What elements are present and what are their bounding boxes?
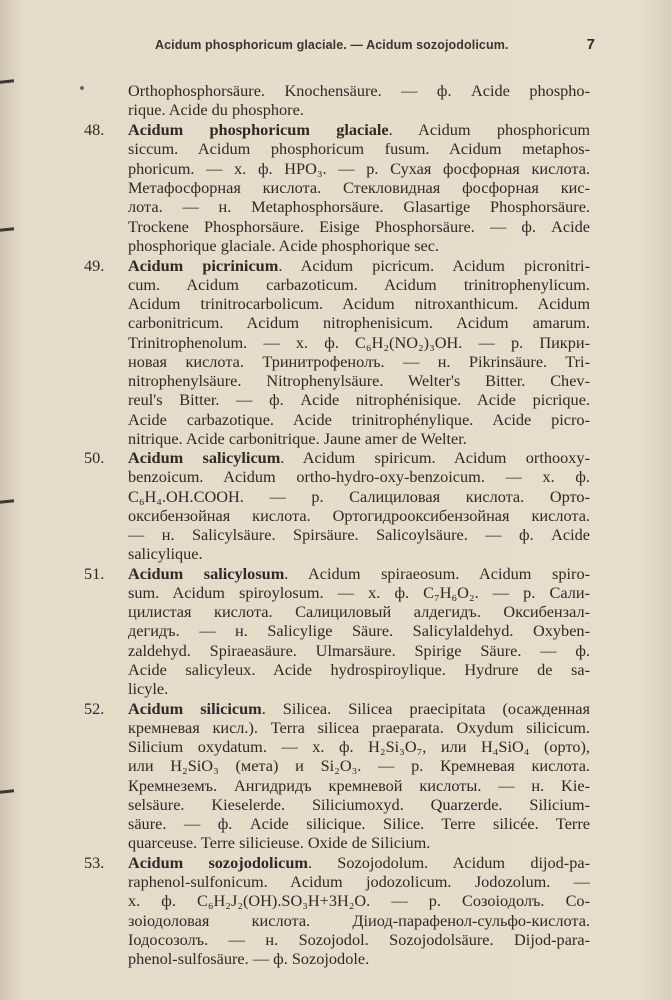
text-line: Trinitrophenolum. — х. ф. C₆H₂(NO₂)₃OH. — р. Пикри- [128, 333, 590, 352]
text-line: дегидъ. — н. Salicylige Säure. Salicylaldehyd. Oxyben- [128, 621, 590, 640]
entry-number: 48. [84, 120, 105, 139]
text-line: selsäure. Kieselerde. Siliciumoxyd. Quarzerde. Silicium- [128, 795, 590, 814]
text-line: Orthophosphorsäure. Knochensäure. — ф. Acide phospho- [128, 81, 590, 100]
entry-first-line [128, 120, 590, 139]
entry-headword: Acidum phosphoricum glaciale [128, 120, 389, 139]
text-line: siccum. Acidum phosphoricum fusum. Acidum metaphos- [128, 139, 590, 158]
text-line: benzoicum. Acidum ortho-hydro-oxy-benzoicum. — х. ф. [128, 467, 590, 486]
text-line: phoricum. — х. ф. HPO₃. — р. Сухая фосфорная кислота. [128, 159, 590, 178]
text-line: Метафосфорная кислота. Стекловидная фосфорная кис- [128, 178, 590, 197]
text-line: оксибензойная кислота. Ортогидрооксибензойная кислота. [128, 506, 590, 525]
text-line: raphenol-sulfonicum. Acidum jodozolicum. Jodozolum. — [128, 872, 590, 891]
text-line: nitrophenylsäure. Nitrophenylsäure. Welter's Bitter. Chev- [128, 371, 590, 390]
text-line: phosphorique glaciale. Acide phosphorique sec. [128, 236, 440, 255]
text-line: rique. Acide du phosphore. [128, 100, 304, 119]
entry-first-rest: . Acidum spiraeosum. Acidum spiro- [284, 564, 590, 583]
text-line: цилистая кислота. Салициловый алдегидъ. Оксибензал- [128, 602, 590, 621]
entry-headword: Acidum salicylosum [128, 564, 285, 583]
page-number: 7 [586, 36, 595, 53]
entry-number: 51. [84, 564, 105, 583]
text-line: Іодосозолъ. — н. Sozojodol. Sozojodolsäure. Dijod-para- [128, 930, 590, 949]
text-line: säure. — ф. Acide silicique. Silice. Terre silicée. Terre [128, 814, 590, 833]
text-line: carbonitricum. Acidum nitrophenisicum. Acidum amarum. [128, 313, 590, 332]
entry-first-line [128, 853, 590, 872]
text-line: cum. Acidum carbazoticum. Acidum trinitrophenylicum. [128, 275, 590, 294]
entry-first-rest: . Sozojodolum. Acidum dijod-pa- [307, 853, 590, 872]
entry-first-rest: . Acidum picricum. Acidum picronitri- [278, 256, 590, 275]
text-line: C₆H₄.OH.COOH. — р. Салициловая кислота. Орто- [128, 487, 590, 506]
text-line: reul's Bitter. — ф. Acide nitrophénisique. Acide picrique. [128, 390, 590, 409]
entry-first-line [128, 256, 590, 275]
entry-first-line [128, 699, 590, 718]
running-title: Acidum phosphoricum glaciale. — Acidum sozojodolicum. [155, 38, 509, 52]
text-line: Acide salicyleux. Acide hydrospiroylique. Hydrure de sa- [128, 660, 590, 679]
text-line: Acide carbazotique. Acide trinitrophénylique. Acide picro- [128, 410, 590, 429]
entry-first-line [128, 564, 590, 583]
text-line: Кремнеземъ. Ангидридъ кремневой кислоты. — н. Kie- [128, 776, 590, 795]
entry-first-rest: . Silicea. Silicea praecipitata (осажденная [261, 699, 590, 718]
text-line: sum. Acidum spiroylosum. — х. ф. C₇H₆O₂. — р. Сали- [128, 583, 590, 602]
text-line: — н. Salicylsäure. Spirsäure. Salicoylsäure. — ф. Acide [128, 525, 590, 544]
text-line: Trockene Phosphorsäure. Eisige Phosphorsäure. — ф. Acide [128, 217, 590, 236]
entry-first-line [128, 448, 590, 467]
text-line: х. ф. C₆H₂J₂(OH).SO₃H+3H₂O. — р. Созоіодолъ. Со- [128, 891, 590, 910]
entry-headword: Acidum salicylicum [128, 448, 281, 467]
entry-first-rest: . Acidum spiricum. Acidum orthooxy- [280, 448, 590, 467]
text-line: nitrique. Acide carbonitrique. Jaune amer de Welter. [128, 429, 467, 448]
text-line: licyle. [128, 679, 169, 698]
entry-number: 53. [84, 853, 105, 872]
entry-headword: Acidum picrinicum [128, 256, 279, 275]
text-line: зоіодоловая кислота. Діиод-парафенол-сульфо-кислота. [128, 911, 590, 930]
entry-headword: Acidum sozojodolicum [128, 853, 308, 872]
text-line: новая кислота. Тринитрофенолъ. — н. Pikrinsäure. Tri- [128, 352, 590, 371]
text-line: кремневая кисл.). Terra silicea praeparata. Oxydum silicicum. [128, 718, 590, 737]
entry-number: 50. [84, 448, 105, 467]
text-line: Acidum trinitrocarbolicum. Acidum nitroxanthicum. Acidum [128, 294, 590, 313]
text-line: лота. — н. Metaphosphorsäure. Glasartige Phosphorsäure. [128, 197, 590, 216]
entry-first-rest: . Acidum phosphoricum [388, 120, 590, 139]
text-line: phenol-sulfosäure. — ф. Sozojodole. [128, 949, 370, 968]
text-line: salicylique. [128, 544, 203, 563]
text-line: или H₂SiO₃ (мета) и Si₂O₃. — р. Кремневая кислота. [128, 756, 590, 775]
text-line: zaldehyd. Spiraeasäure. Ulmarsäure. Spirige Säure. — ф. [128, 641, 590, 660]
entry-headword: Acidum silicicum [128, 699, 262, 718]
text-line: Silicium oxydatum. — х. ф. H₂Si₃O₇, или H₄SiO₄ (орто), [128, 737, 590, 756]
entry-number: 49. [84, 256, 105, 275]
text-line: quarceuse. Terre silicieuse. Oxide de Silicium. [128, 833, 431, 852]
entry-number: 52. [84, 699, 105, 718]
